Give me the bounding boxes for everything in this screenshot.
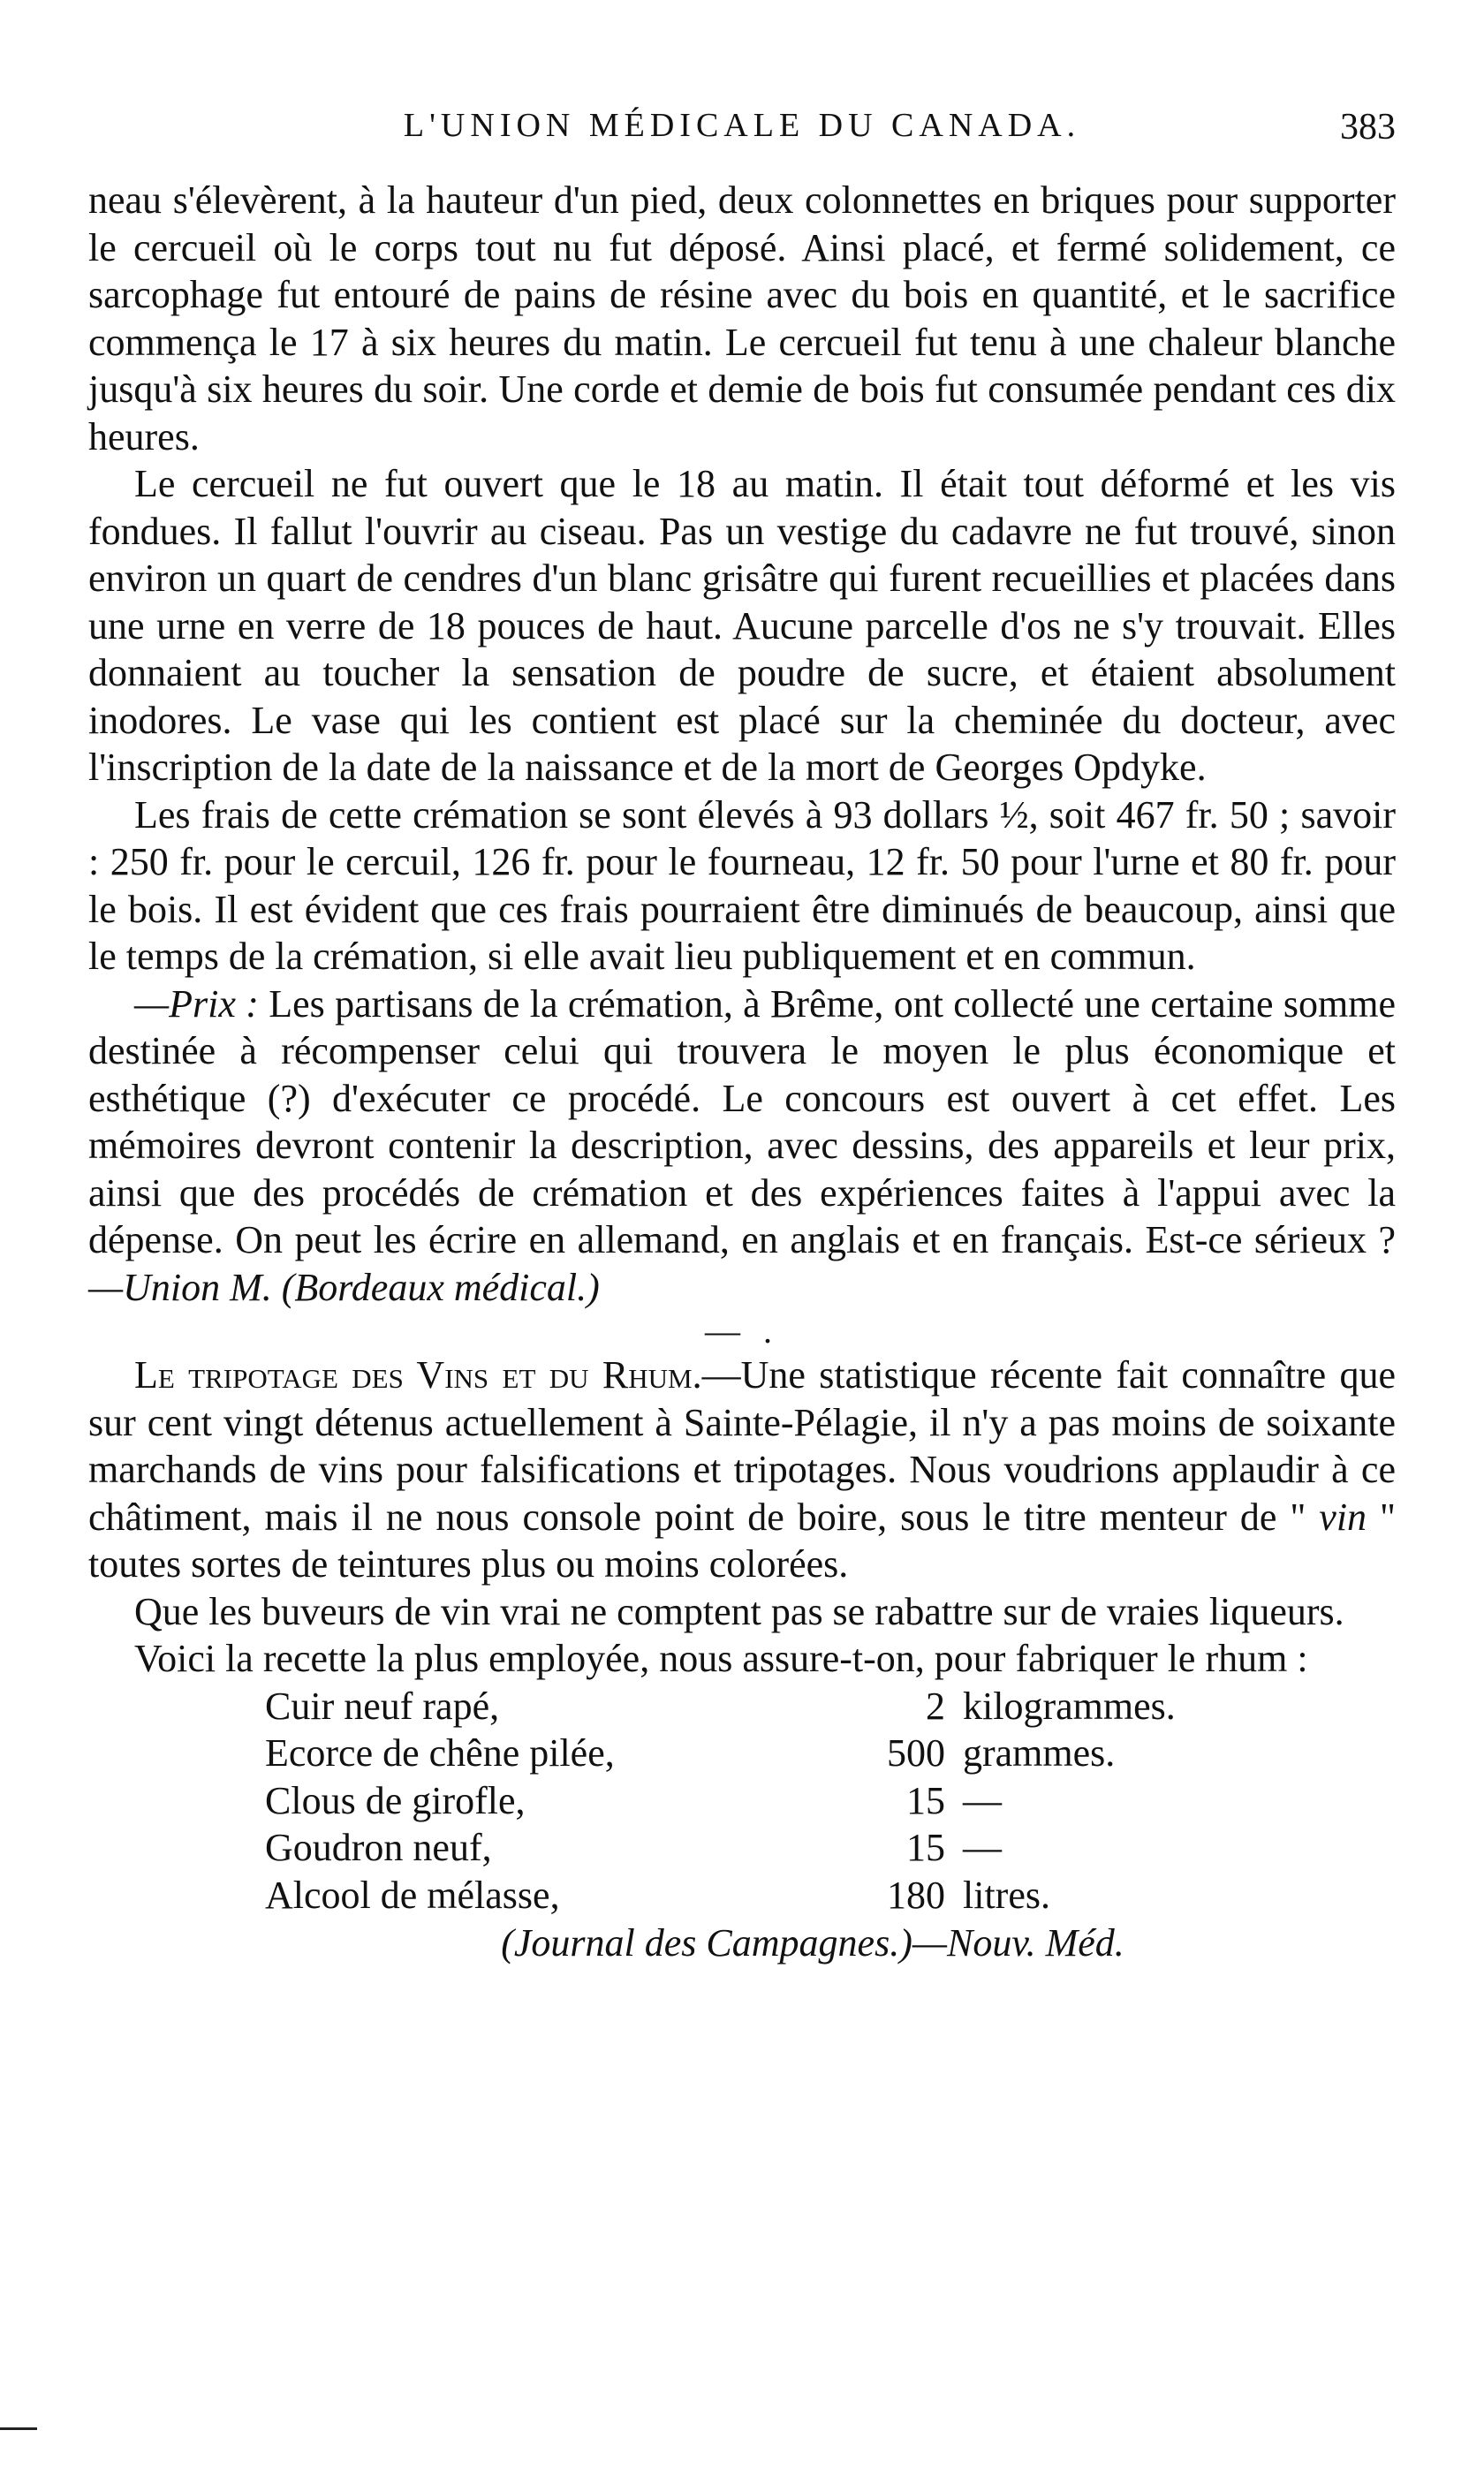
recipe-ingredient: Ecorce de chêne pilée, bbox=[265, 1731, 615, 1775]
paragraph: Que les buveurs de vin vrai ne comptent pas se rabattre sur de vraies liqueurs. bbox=[134, 1589, 1344, 1633]
section-separator: — . bbox=[705, 1311, 779, 1351]
recipe-row bbox=[265, 1777, 1263, 1825]
recipe-ingredient: Cuir neuf rapé, bbox=[265, 1684, 500, 1728]
paragraph-prix bbox=[88, 980, 1396, 1312]
recipe-unit: kilogrammes. bbox=[963, 1684, 1176, 1728]
paragraph: neau s'élevèrent, à la hauteur d'un pied, deux colonnettes en briques pour supporter le cercueil où le corps tout nu fut déposé. Ainsi placé, et fermé solidement, ce sarcophage fut entouré de pains de résine avec du bois en quantité, et le sacrifice commença le 17 à six heures du matin. Le cercueil fut tenu à une chaleur blanche jusqu'à six heures du soir. Une corde et demie de bois fut consumée pendant ces dix heures. bbox=[88, 178, 1396, 458]
vin-word: vin bbox=[1306, 1495, 1381, 1539]
source-nouv: —Nouv. Méd. bbox=[912, 1921, 1124, 1965]
citation-union: —Union M. bbox=[88, 1265, 272, 1309]
recipe-ingredient: Goudron neuf, bbox=[265, 1826, 492, 1869]
article-rhum bbox=[88, 1352, 1396, 1683]
citation-bordeaux: (Bordeaux médical.) bbox=[281, 1265, 600, 1309]
article-cremation bbox=[88, 177, 1396, 1311]
recipe-ingredient: Clous de girofle, bbox=[265, 1778, 526, 1822]
intro-text-a: —Une statistique récente fait connaître que sur cent vingt détenus actuellement à Sainte-Pélagie, il n'y a pas moins de soixante marchands de vins pour falsifications et tripotages. Nous voudrions applaudir à ce châtiment, mais il ne nous console point de boire, sous le titre menteur de " bbox=[88, 1353, 1396, 1539]
recipe-row bbox=[265, 1730, 1263, 1777]
recipe-row bbox=[265, 1824, 1263, 1872]
paragraph: Le cercueil ne fut ouvert que le 18 au matin. Il était tout déformé et les vis fondues. Il fallut l'ouvrir au ciseau. Pas un vestige du cadavre ne fut trouvé, sinon environ un quart de cendres d'un blanc grisâtre qui furent recueillies et placées dans une urne en verre de 18 pouces de haut. Aucune parcelle d'os ne s'y trouvait. Elles donnaient au toucher la sensation de poudre de sucre, et étaient absolument inodores. Le vase qui les contient est placé sur la cheminée du docteur, avec l'inscription de la date de la naissance et de la mort de Georges Opdyke. bbox=[88, 462, 1396, 789]
source-citation bbox=[230, 1919, 1396, 1968]
recipe-row bbox=[265, 1872, 1263, 1919]
recipe-quantity: 15 bbox=[906, 1826, 945, 1869]
recipe-quantity: 180 bbox=[887, 1873, 945, 1917]
page-header bbox=[88, 106, 1396, 177]
recipe-quantity: 500 bbox=[887, 1731, 945, 1775]
source-journal: (Journal des Campagnes.) bbox=[501, 1921, 912, 1965]
page-number: 383 bbox=[1340, 107, 1396, 148]
paragraph: Les frais de cette crémation se sont élevés à 93 dollars ½, soit 467 fr. 50 ; savoir : 250 fr. pour le cercuil, 126 fr. pour le fourneau, 12 fr. 50 pour l'urne et 80 fr. pour le bois. Il est évident que ces frais pourraient être diminués de beaucoup, ainsi que le temps de la crémation, si elle avait lieu publiquement et en commun. bbox=[88, 792, 1396, 978]
recipe-list bbox=[265, 1683, 1263, 1919]
recipe-unit: — bbox=[963, 1778, 1002, 1822]
page bbox=[88, 106, 1396, 1968]
paragraph-intro bbox=[88, 1352, 1396, 1588]
recipe-quantity: 2 bbox=[926, 1684, 945, 1728]
paragraph: Voici la recette la plus employée, nous assure-t-on, pour fabriquer le rhum : bbox=[134, 1637, 1308, 1680]
recipe-quantity: 15 bbox=[906, 1778, 945, 1822]
margin-mark bbox=[0, 2427, 37, 2430]
recipe-unit: grammes. bbox=[963, 1731, 1116, 1775]
running-title: L'UNION MÉDICALE DU CANADA. bbox=[403, 107, 1081, 144]
recipe-unit: litres. bbox=[963, 1873, 1050, 1917]
prix-label: —Prix : bbox=[134, 981, 259, 1026]
prix-text: Les partisans de la crémation, à Brême, ont collecté une certaine somme destinée à récompenser celui qui trouvera le moyen le plus économique et esthétique (?) d'exécuter ce procédé. Le concours est ouvert à cet effet. Les mémoires devront contenir la description, avec dessins, des appareils et leur prix, ainsi que des procédés de crémation et des expériences faites à l'appui avec la dépense. On peut les écrire en allemand, en anglais et en français. Est-ce sérieux ? bbox=[88, 981, 1396, 1261]
recipe-ingredient: Alcool de mélasse, bbox=[265, 1873, 560, 1917]
recipe-row bbox=[265, 1683, 1263, 1730]
recipe-unit: — bbox=[963, 1826, 1002, 1869]
intro-text-b: " toutes sortes de teintures plus ou moins colorées. bbox=[88, 1495, 1396, 1586]
article-title: Le tripotage des Vins et du Rhum. bbox=[134, 1353, 702, 1397]
